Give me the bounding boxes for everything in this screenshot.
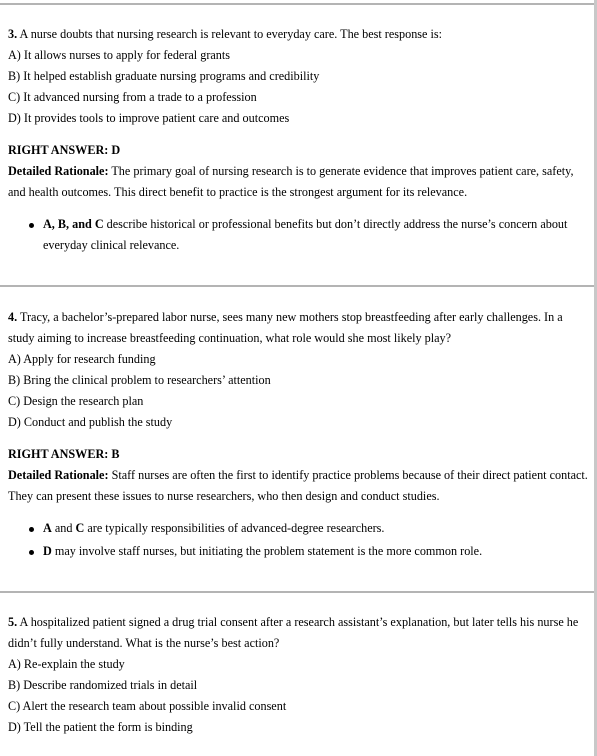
rationale-bullets	[8, 214, 590, 256]
question-4	[8, 307, 590, 564]
option-d: D) Conduct and publish the study	[8, 415, 173, 429]
right-answer: RIGHT ANSWER: D	[8, 143, 121, 157]
divider-after-q4	[0, 591, 594, 593]
question-stem	[8, 612, 590, 654]
option-d: D) It provides tools to improve patient care and outcomes	[8, 111, 290, 125]
option-c: C) Alert the research team about possible invalid consent	[8, 699, 287, 713]
bullet-lead: A	[43, 521, 52, 535]
question-text: A hospitalized patient signed a drug trial consent after a research assistant’s explanation, but later tells his nurse he didn’t fully understand. What is the nurse’s best action?	[8, 615, 579, 650]
question-number: 4.	[8, 310, 18, 324]
bullet-lead-2: C	[75, 521, 85, 535]
question-3	[8, 24, 590, 258]
rationale-bullet	[8, 541, 590, 562]
question-text: A nurse doubts that nursing research is relevant to everyday care. The best response is:	[19, 27, 443, 41]
question-number: 3.	[8, 27, 18, 41]
right-answer: RIGHT ANSWER: B	[8, 447, 120, 461]
option-c: C) Design the research plan	[8, 394, 144, 408]
option-c: C) It advanced nursing from a trade to a profession	[8, 90, 257, 104]
bullet-text: may involve staff nurses, but initiating the problem statement is the more common role.	[51, 544, 483, 558]
rationale	[8, 465, 590, 507]
rationale	[8, 161, 590, 203]
bullet-lead: D	[43, 544, 52, 558]
bullet-text: describe historical or professional benefits but don’t directly address the nurse’s concern about everyday clinical relevance.	[43, 217, 568, 252]
bullet-text-2: are typically responsibilities of advanced-degree researchers.	[84, 521, 385, 535]
rationale-bullet	[8, 518, 590, 539]
rationale-label: Detailed Rationale:	[8, 468, 109, 482]
option-b: B) Describe randomized trials in detail	[8, 678, 198, 692]
bullet-lead: A, B, and C	[43, 217, 104, 231]
question-stem	[8, 24, 590, 45]
question-number: 5.	[8, 615, 18, 629]
option-d: D) Tell the patient the form is binding	[8, 720, 193, 734]
rationale-label: Detailed Rationale:	[8, 164, 109, 178]
divider-after-q3	[0, 285, 594, 287]
bullet-text: and	[51, 521, 76, 535]
rationale-text: Staff nurses are often the first to identify practice problems because of their direct patient contact. They can present these issues to nurse researchers, who then design and conduct studies.	[8, 468, 588, 503]
option-b: B) Bring the clinical problem to researchers’ attention	[8, 373, 271, 387]
rationale-bullets	[8, 518, 590, 562]
divider-top	[0, 3, 594, 5]
question-text: Tracy, a bachelor’s-prepared labor nurse, sees many new mothers stop breastfeeding after early challenges. In a study aiming to increase breastfeeding continuation, what role would she most likely play?	[8, 310, 563, 345]
rationale-text: The primary goal of nursing research is to generate evidence that improves patient care, safety, and health outcomes. This direct benefit to practice is the strongest argument for its relevance.	[8, 164, 574, 199]
option-a: A) Apply for research funding	[8, 352, 156, 366]
option-b: B) It helped establish graduate nursing programs and credibility	[8, 69, 320, 83]
option-a: A) Re-explain the study	[8, 657, 125, 671]
option-a: A) It allows nurses to apply for federal grants	[8, 48, 231, 62]
rationale-bullet	[8, 214, 590, 256]
question-stem	[8, 307, 590, 349]
question-5	[8, 612, 590, 738]
